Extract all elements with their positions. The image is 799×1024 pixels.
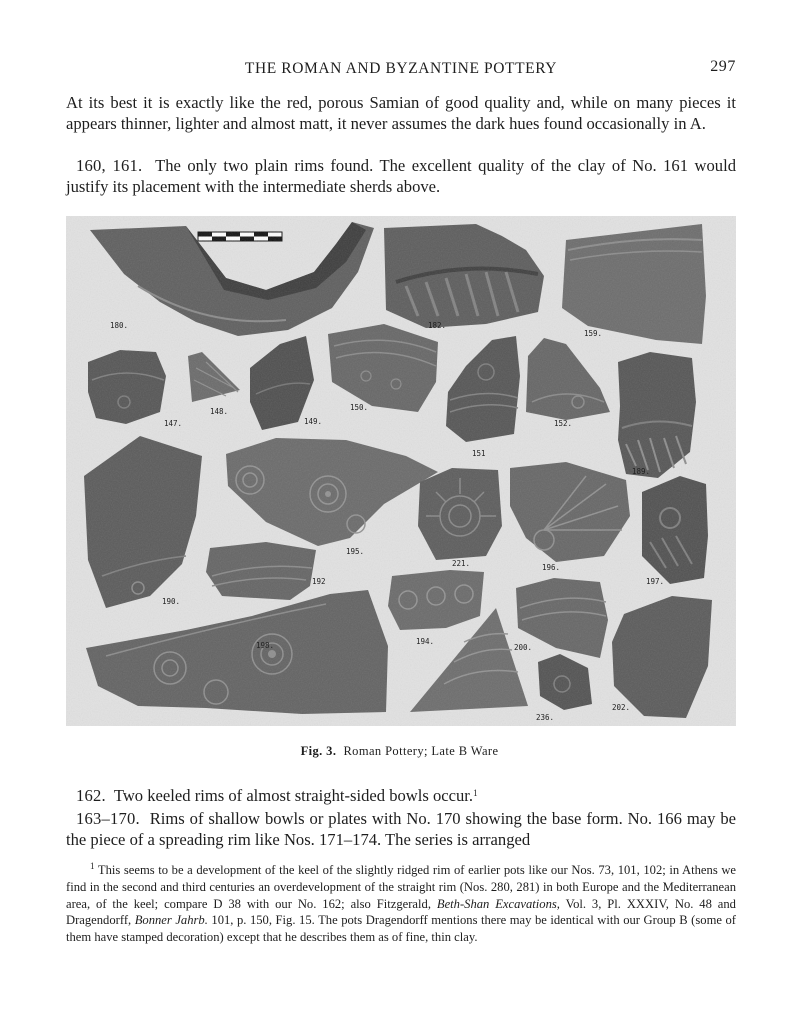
label-148: 148.: [210, 407, 229, 416]
label-197: 197.: [646, 577, 665, 586]
paragraph-163-170: [66, 808, 736, 851]
footnote-text-3: 101, p. 150, Fig. 15. The pots Dragendorff mentions there may be identical with our Group B (some of them have stamped decoration) except that he describes them as of fine, thin clay.: [66, 913, 736, 945]
page-number: 297: [710, 58, 736, 75]
label-196: 196.: [542, 563, 561, 572]
citation-title-1: Beth-Shan Excavations,: [436, 896, 560, 911]
label-182: 182.: [428, 321, 447, 330]
label-150: 150.: [350, 403, 369, 412]
pottery-photograph: [66, 216, 736, 726]
figure-caption-text: Roman Pottery; Late B Ware: [343, 744, 499, 758]
paragraph-162: [66, 785, 736, 806]
label-149: 149.: [304, 417, 323, 426]
paragraph-text: The only two plain rims found. The excellent quality of the clay of No. 161 would justify its placement with the intermediate sherds above.: [66, 156, 736, 197]
footnote-text-1: This seems to be a development of the keel of the slightly ridged rim of earlier pots like our Nos. 73, 101, 102; in Athens we find in the second and third centuries an overdevelopment of the straight rim (Nos. 280, 281) in both Europe and the Mediterranean area, of the keel; compare D 38 with our No. 162; also Fitzgerald,: [66, 863, 737, 911]
label-190: 190.: [162, 597, 181, 606]
label-200: 200.: [514, 643, 533, 652]
label-152: 152.: [554, 419, 573, 428]
footnote-text-2: Vol. 3, Pl. XXXIV, No. 48 and Dragendorff,: [66, 896, 736, 928]
label-159: 159.: [584, 329, 603, 338]
paragraph-text: Rims of shallow bowls or plates with No. 170 showing the base form. No. 166 may be the piece of a spreading rim like Nos. 171–174. The series is arranged: [66, 809, 736, 850]
citation-title-2: Bonner Jahrb.: [134, 913, 208, 928]
label-221: 221.: [452, 559, 471, 568]
item-number: 162.: [76, 786, 106, 805]
label-147: 147.: [164, 419, 183, 428]
figure-plate: [66, 216, 736, 726]
label-180: 180.: [110, 321, 129, 330]
label-198: 198.: [256, 641, 275, 650]
label-189: 189.: [632, 467, 651, 476]
footnote: [66, 862, 736, 946]
label-236: 236.: [536, 713, 555, 722]
paragraph-samian: At its best it is exactly like the red, porous Samian of good quality and, while on many pieces it appears thinner, lighter and almost matt, it never assumes the dark hues found occasionally in A.: [66, 93, 736, 134]
running-title: THE ROMAN AND BYZANTINE POTTERY: [244, 60, 558, 77]
label-192: 192: [312, 577, 326, 586]
figure-caption: [0, 744, 799, 759]
label-151: 151: [472, 449, 486, 458]
figure-label: Fig. 3.: [300, 744, 337, 758]
item-number: 163–170.: [76, 809, 140, 828]
footnote-mark: 1: [90, 861, 95, 871]
paragraph-text: Two keeled rims of almost straight-sided bowls occur.: [113, 786, 474, 805]
item-number: 160, 161.: [76, 156, 143, 175]
running-head: [66, 58, 736, 82]
footnote-ref[interactable]: 1: [473, 788, 478, 798]
paragraph-160-161: [66, 155, 736, 198]
label-195: 195.: [346, 547, 365, 556]
label-194: 194.: [416, 637, 435, 646]
label-202: 202.: [612, 703, 631, 712]
